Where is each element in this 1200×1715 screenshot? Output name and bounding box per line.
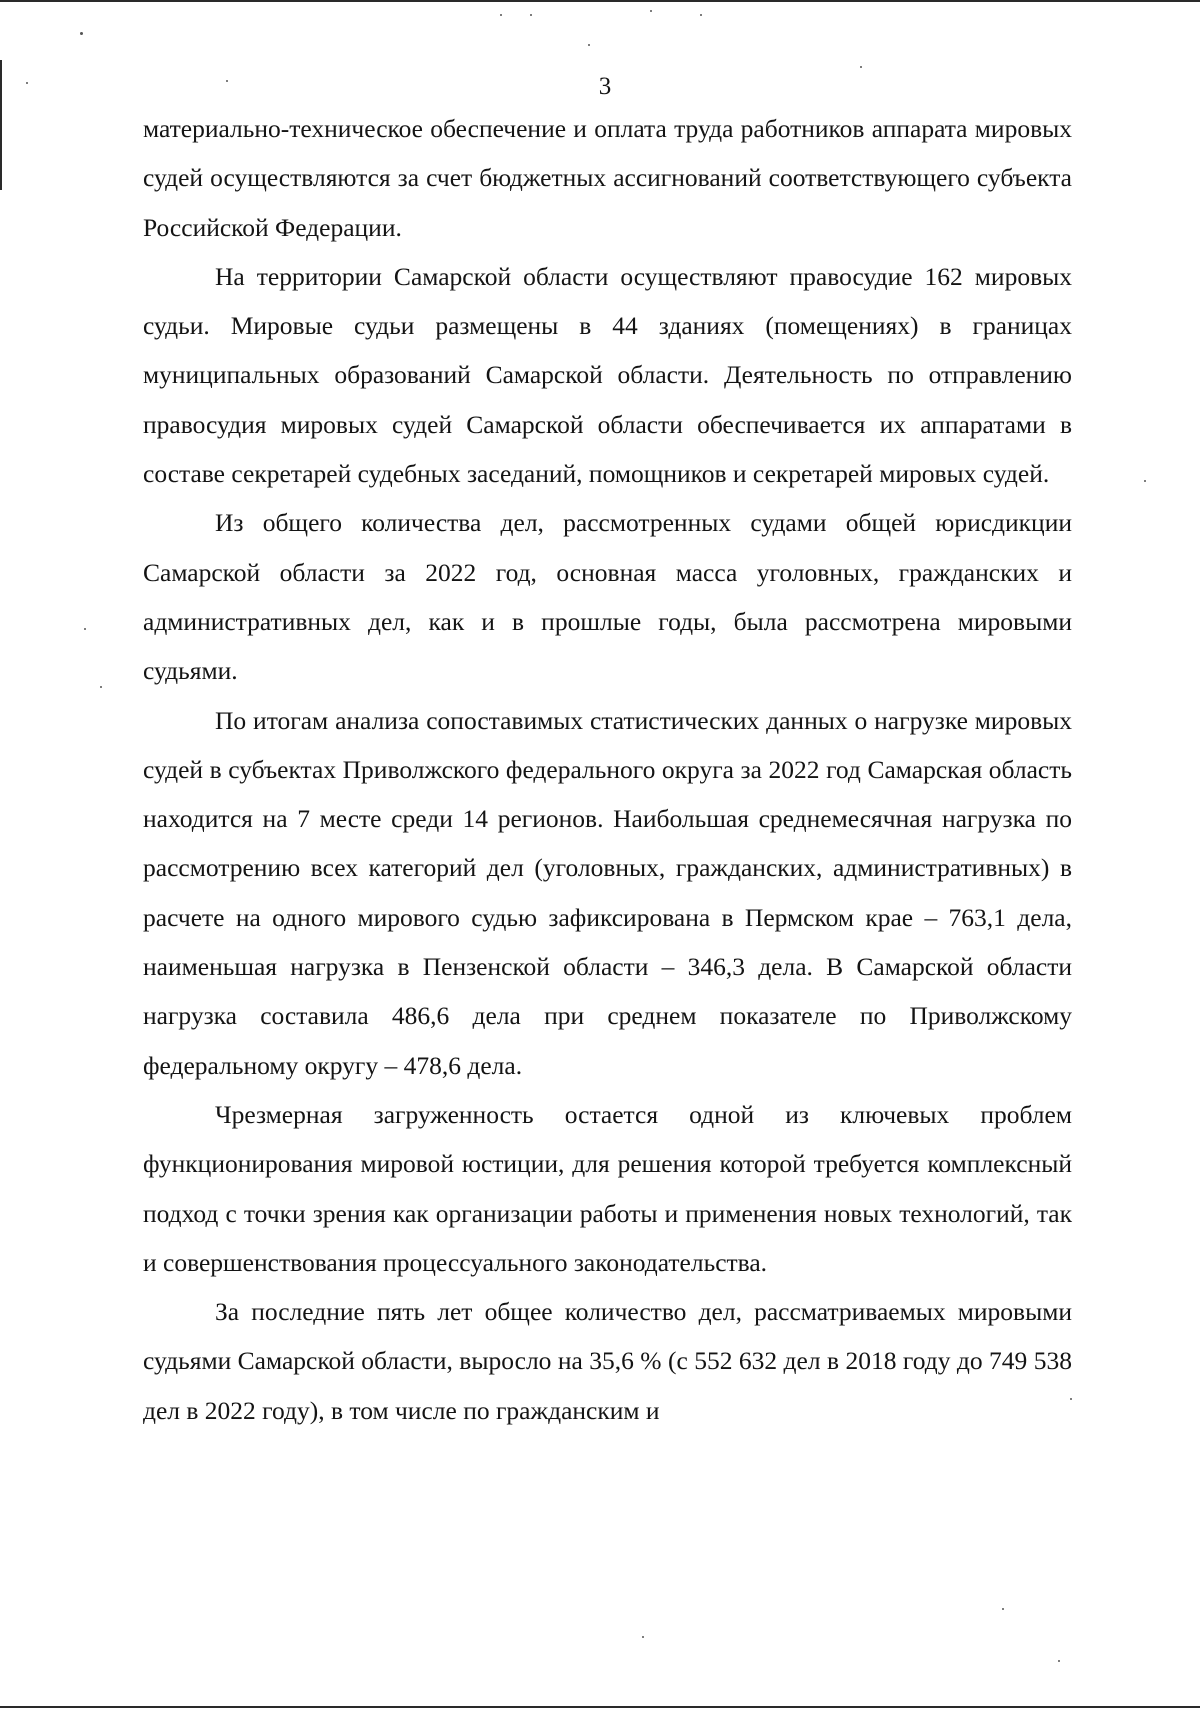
scan-speck bbox=[84, 628, 86, 630]
paragraph-overload-problem: Чрезмерная загруженность остается одной из ключевых проблем функционирования мировой юстиции, для решения которой требуется комплексный подход с точки зрения как организации работы и применения новых технологий, так и совершенствования процессуального законодательства. bbox=[143, 1099, 1072, 1277]
paragraph-case-share: Из общего количества дел, рассмотренных судами общей юрисдикции Самарской области за 2022 год, основная масса уголовных, гражданских и административных дел, как и в прошлые годы, была рассмотрена мировыми судьями. bbox=[143, 508, 1072, 686]
paragraph-magistrates-count: На территории Самарской области осуществляют правосудие 162 мировых судьи. Мировые судьи размещены в 44 зданиях (помещениях) в границах муниципальных образований Самарской области. Деятельность по отправлению правосудия мировых судей Самарской области обеспечивается их аппаратами в составе секретарей судебных заседаний, помощников и секретарей мировых судей. bbox=[143, 261, 1072, 489]
scan-speck bbox=[500, 14, 502, 16]
scan-speck bbox=[226, 80, 228, 82]
paragraph-workload-analysis: По итогам анализа сопоставимых статистических данных о нагрузке мировых судей в субъектах Приволжского федерального округа за 2022 год Самарская область находится на 7 месте среди 14 регионов. Наибольшая среднемесячная нагрузка по рассмотрению всех категорий дел (уголовных, гражданских, административных) в расчете на одного мирового судью зафиксирована в Пермском крае – 763,1 дела, наименьшая нагрузка в Пензенской области – 346,3 дела. В Самарской области нагрузка составила 486,6 дела при среднем показателе по Приволжскому федеральному округу – 478,6 дела. bbox=[143, 705, 1072, 1080]
scan-speck bbox=[700, 14, 702, 16]
scan-edge-bottom bbox=[0, 1706, 1200, 1708]
scan-speck bbox=[1002, 1608, 1004, 1610]
paragraph-continuation: материально-техническое обеспечение и оплата труда работников аппарата мировых судей осуществляются за счет бюджетных ассигнований соответствующего субъекта Российской Федерации. bbox=[143, 114, 1072, 242]
paragraph-five-year-growth: За последние пять лет общее количество дел, рассматриваемых мировыми судьями Самарской области, выросло на 35,6 % (с 552 632 дел в 2018 году до 749 538 дел в 2022 году), в том числе по гражданским и bbox=[143, 1297, 1072, 1425]
scan-speck bbox=[80, 32, 83, 35]
scan-speck bbox=[588, 44, 590, 46]
scan-speck bbox=[530, 14, 532, 16]
scan-speck bbox=[650, 10, 652, 12]
scan-speck bbox=[1058, 1660, 1060, 1662]
scan-speck bbox=[1144, 480, 1146, 482]
page-number: 3 bbox=[598, 73, 612, 100]
scan-speck bbox=[642, 1636, 644, 1638]
scan-edge-left bbox=[0, 60, 2, 190]
scan-speck bbox=[860, 66, 862, 68]
document-body bbox=[143, 104, 1072, 1435]
scan-speck bbox=[26, 82, 28, 84]
scan-speck bbox=[100, 686, 102, 688]
scan-edge-top bbox=[0, 0, 1200, 2]
